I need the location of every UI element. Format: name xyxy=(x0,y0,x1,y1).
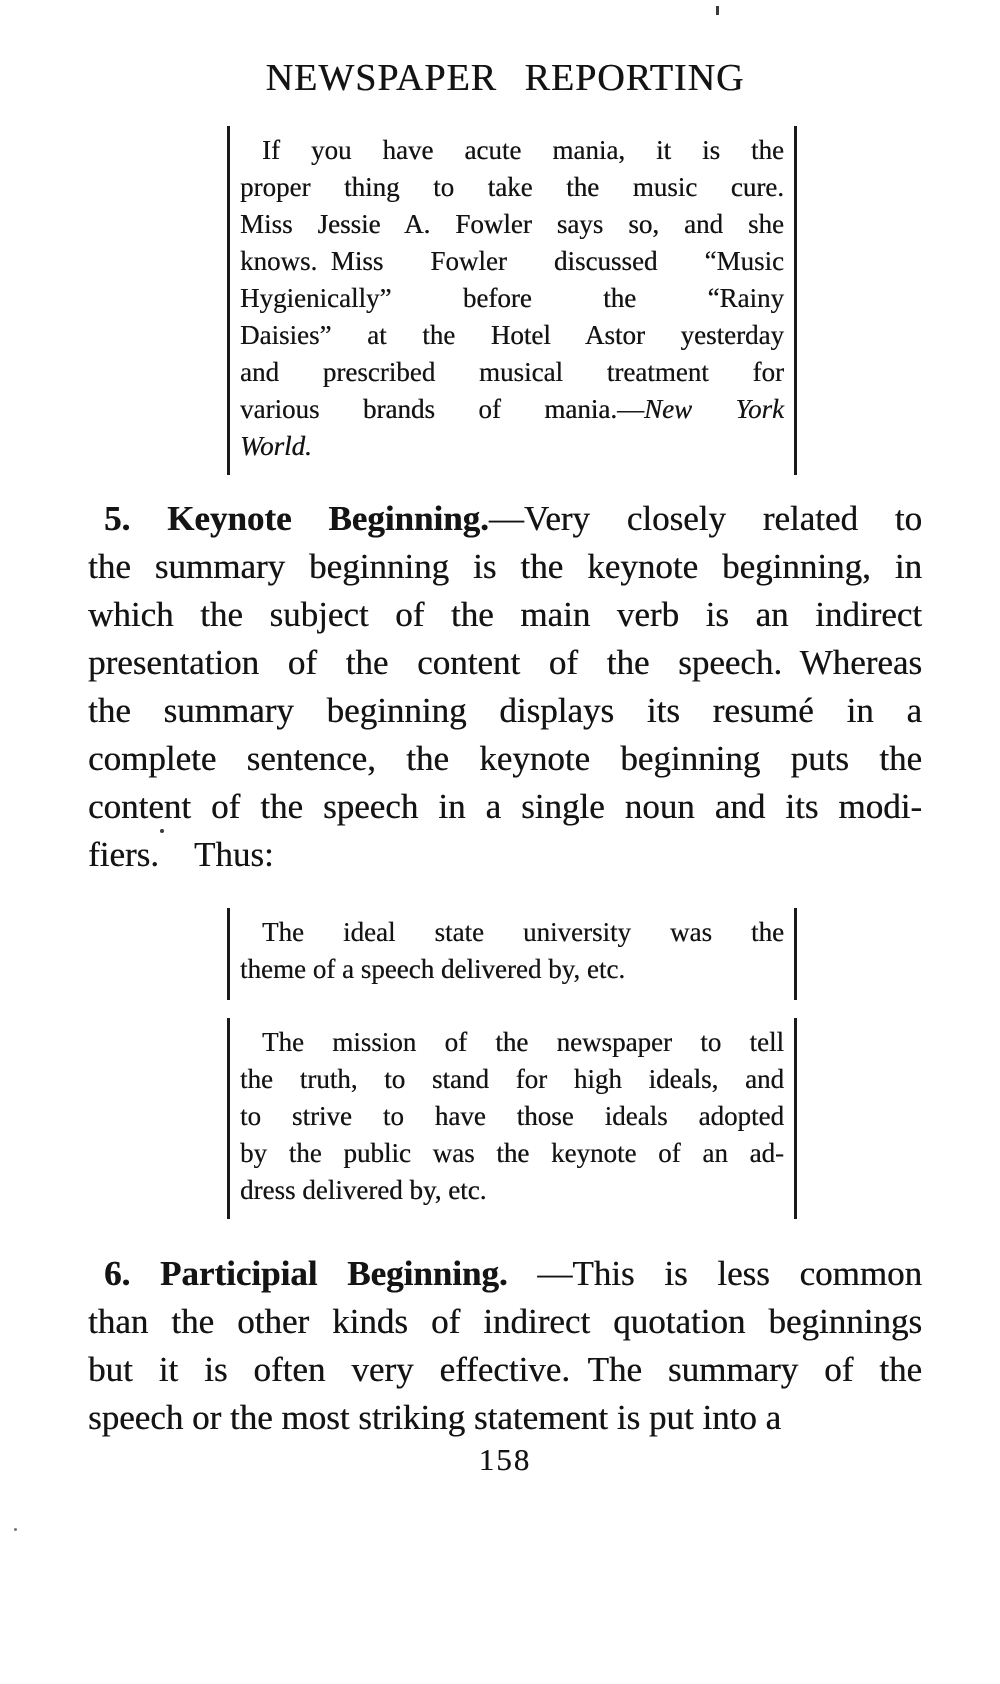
text-line: than the other kinds of indirect quotation beginnings xyxy=(88,1302,922,1341)
quote-block-state-university xyxy=(227,908,797,1000)
text-line: speech or the most striking statement is put into a xyxy=(88,1398,782,1437)
scan-speck xyxy=(14,1528,17,1531)
text-line xyxy=(240,391,784,428)
quote-block-newspaper-mission xyxy=(227,1018,797,1219)
text-line: content of the speech in a single noun and its modi- xyxy=(88,787,922,826)
text-line: to strive to have those ideals adopted xyxy=(240,1101,784,1131)
text-line: by the public was the keynote of an ad- xyxy=(240,1138,784,1168)
text-line: fiers. Thus: xyxy=(88,835,274,874)
text-line: knows. Miss Fowler discussed “Music xyxy=(240,246,784,276)
citation-source: New York xyxy=(644,394,784,424)
text-line: The mission of the newspaper to tell xyxy=(262,1027,784,1057)
paragraph-keynote-beginning xyxy=(88,495,922,879)
text-line: dress delivered by, etc. xyxy=(240,1175,487,1205)
text-line xyxy=(88,495,922,543)
text-line xyxy=(88,1250,922,1298)
text-line: Miss Jessie A. Fowler says so, and she xyxy=(240,209,784,239)
paragraph-participial-beginning xyxy=(88,1250,922,1442)
section-heading: 6. Participial Beginning. xyxy=(104,1254,508,1293)
text-line: The ideal state university was the xyxy=(262,917,784,947)
section-heading: 5. Keynote Beginning. xyxy=(104,499,489,538)
text-segment: —Very closely related to xyxy=(488,499,923,538)
text-line: the summary beginning is the keynote beginning, in xyxy=(88,547,922,586)
page-number: 158 xyxy=(478,1442,532,1477)
text-line: presentation of the content of the speech. Whereas xyxy=(88,643,922,682)
text-line xyxy=(240,428,784,465)
scan-speck xyxy=(160,829,164,833)
quote-block-music-cure xyxy=(227,126,797,475)
text-segment: various brands of mania.— xyxy=(240,394,645,424)
text-line: and prescribed musical treatment for xyxy=(240,357,784,387)
text-line: complete sentence, the keynote beginning puts the xyxy=(88,739,922,778)
text-line: which the subject of the main verb is an indirect xyxy=(88,595,922,634)
text-line: but it is often very effective. The summary of the xyxy=(88,1350,922,1389)
text-line: theme of a speech delivered by, etc. xyxy=(240,954,626,984)
text-line: proper thing to take the music cure. xyxy=(240,172,784,202)
text-line: the truth, to stand for high ideals, and xyxy=(240,1064,784,1094)
running-head: NEWSPAPER REPORTING xyxy=(265,57,745,99)
text-line: Hygienically” before the “Rainy xyxy=(240,283,784,313)
text-line: If you have acute mania, it is the xyxy=(262,135,784,165)
text-segment: —This is less common xyxy=(507,1254,922,1293)
citation-source: World. xyxy=(240,431,312,461)
text-line: Daisies” at the Hotel Astor yesterday xyxy=(240,320,784,350)
scan-speck xyxy=(716,6,719,15)
text-line: the summary beginning displays its resumé in a xyxy=(88,691,922,730)
